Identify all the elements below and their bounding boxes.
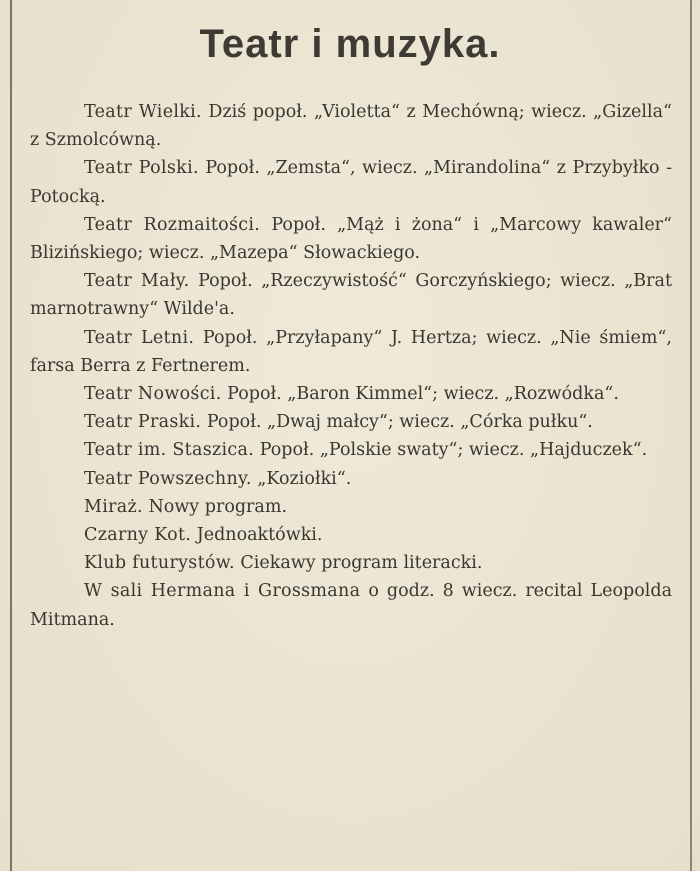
listing-text: Dziś popoł. „Violetta“ z Mechówną; wiecz. „Gizella“ z Szmolcówną. bbox=[30, 102, 672, 151]
listing-text: Popoł. „Mąż i żona“ i „Marcowy kawaler“ Blizińskiego; wiecz. „Mazepa“ Słowackiego. bbox=[30, 214, 672, 264]
venue-name: Klub futurystów. bbox=[84, 553, 235, 574]
venue-name: Teatr Polski. bbox=[84, 158, 199, 179]
column-rule-right bbox=[690, 0, 692, 871]
venue-name: Czarny Kot. bbox=[84, 525, 192, 546]
listing-text: Popoł. „Polskie swaty“; wiecz. „Hajduczek“. bbox=[254, 440, 648, 461]
column-rule-left bbox=[10, 0, 12, 871]
listing-sala-hermana bbox=[30, 577, 672, 633]
listing-klub-futurystow bbox=[30, 549, 672, 577]
listing-czarny-kot bbox=[30, 521, 672, 549]
listing-teatr-rozmaitosci bbox=[30, 211, 672, 267]
listing-teatr-letni bbox=[30, 324, 672, 380]
venue-name: Teatr Nowości. bbox=[84, 384, 222, 405]
listing-teatr-maly bbox=[30, 267, 672, 323]
listing-text: Popoł. „Baron Kimmel“; wiecz. „Rozwódka“. bbox=[221, 384, 619, 405]
listing-teatr-polski bbox=[30, 154, 672, 210]
venue-name: Teatr Wielki. bbox=[84, 102, 202, 122]
venue-name: Teatr Powszechny. bbox=[84, 468, 252, 489]
listing-miraz bbox=[30, 493, 672, 521]
listing-text: Popoł. „Przyłapany“ J. Hertza; wiecz. „Nie śmiem“, farsa Berra z Fertnerem. bbox=[30, 327, 672, 376]
listing-teatr-nowosci bbox=[30, 380, 672, 408]
section-title: Teatr i muzyka. bbox=[199, 22, 501, 66]
listing-text: o godz. 8 wiecz. recital Leopolda Mitmana. bbox=[30, 581, 672, 630]
venue-name: Teatr Mały. bbox=[84, 271, 190, 292]
listing-text: Popoł. „Rzeczywistość“ Gorczyńskiego; wiecz. „Brat marnotrawny“ Wilde'a. bbox=[30, 271, 672, 320]
venue-name: Teatr im. Staszica. bbox=[84, 440, 255, 461]
listing-text: Ciekawy program literacki. bbox=[234, 553, 483, 574]
venue-name: Teatr Praski. bbox=[84, 412, 202, 433]
listing-text: Nowy program. bbox=[142, 496, 288, 517]
listings-column bbox=[30, 98, 672, 634]
listing-teatr-powszechny bbox=[30, 465, 672, 493]
listing-teatr-wielki bbox=[30, 98, 672, 154]
listing-text: Popoł. „Zemsta“, wiecz. „Mirandolina“ z Przybyłko - Potocką. bbox=[30, 158, 672, 207]
listing-text: Popoł. „Dwaj małcy“; wiecz. „Córka pułku“. bbox=[201, 412, 593, 433]
listing-teatr-praski bbox=[30, 408, 672, 436]
listing-teatr-staszica bbox=[30, 436, 672, 464]
venue-name: W sali Hermana i Grossmana bbox=[84, 581, 361, 602]
listing-text: „Koziołki“. bbox=[251, 468, 352, 489]
listing-text: Jednoaktówki. bbox=[191, 525, 323, 546]
venue-name: Miraż. bbox=[84, 496, 143, 517]
venue-name: Teatr Rozmaitości. bbox=[84, 214, 261, 235]
venue-name: Teatr Letni. bbox=[84, 327, 195, 348]
